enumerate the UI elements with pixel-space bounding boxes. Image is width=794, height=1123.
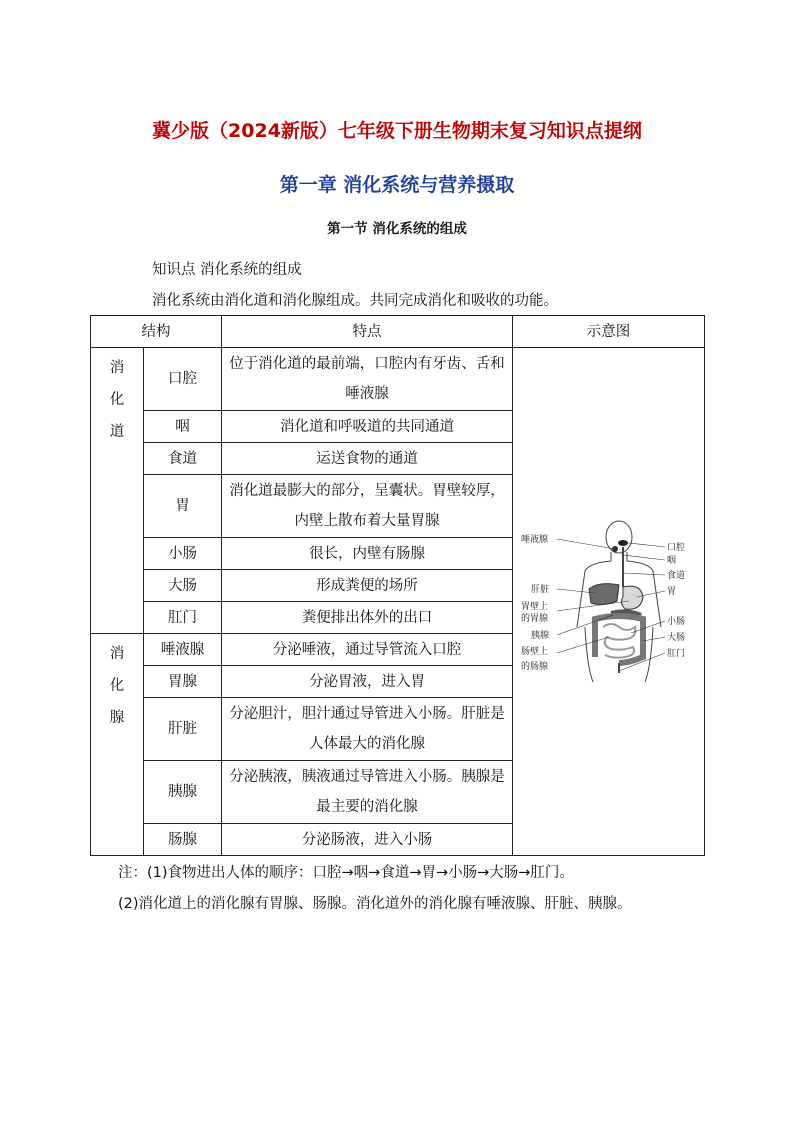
liver-shape	[589, 583, 619, 604]
label-gastric-wall: 胃壁上	[520, 601, 548, 612]
small-intestine-shape	[603, 624, 635, 658]
note-glands: (2)消化道上的消化腺有胃腺、肠腺。消化道外的消化腺有唾液腺、肝脏、胰腺。	[118, 896, 632, 912]
knowledge-point-heading: 知识点 消化系统的组成	[152, 262, 302, 278]
feature-cell: 很长，内壁有肠腺	[222, 538, 513, 570]
note-order: 注：(1)食物进出人体的顺序：口腔→咽→食道→胃→小肠→大肠→肛门。	[118, 865, 574, 881]
group-label-glands	[91, 634, 144, 856]
feature-cell: 分泌胰液，胰液通过导管进入小肠。胰腺是最主要的消化腺	[222, 761, 513, 824]
group-label-text: 消化道	[109, 360, 125, 440]
feature-cell: 分泌胆汁，胆汁通过导管进入小肠。肝脏是人体最大的消化腺	[222, 698, 513, 761]
organ-cell: 口腔	[144, 348, 222, 411]
chapter-heading: 第一章 消化系统与营养摄取	[279, 174, 515, 196]
organ-cell: 胃腺	[144, 666, 222, 698]
digestive-system-table	[90, 315, 705, 856]
label-liver: 肝脏	[530, 584, 549, 595]
organ-cell: 咽	[144, 411, 222, 443]
organ-cell: 食道	[144, 443, 222, 475]
header-diagram: 示意图	[513, 316, 705, 348]
feature-cell: 粪便排出体外的出口	[222, 602, 513, 634]
feature-cell: 分泌胃液，进入胃	[222, 666, 513, 698]
feature-cell: 分泌唾液，通过导管流入口腔	[222, 634, 513, 666]
organ-cell: 肠腺	[144, 824, 222, 856]
feature-cell: 形成粪便的场所	[222, 570, 513, 602]
feature-cell: 消化道和呼吸道的共同通道	[222, 411, 513, 443]
organ-cell: 肛门	[144, 602, 222, 634]
label-large-intestine: 大肠	[666, 632, 685, 643]
organ-cell: 小肠	[144, 538, 222, 570]
label-intestinal-wall: 肠壁上	[520, 646, 548, 657]
table-header-row	[91, 316, 705, 348]
label-intestinal-gland: 的肠腺	[520, 661, 548, 672]
organ-cell: 肝脏	[144, 698, 222, 761]
label-esophagus: 食道	[666, 570, 685, 581]
label-stomach: 胃	[666, 586, 676, 597]
feature-cell: 消化道最膨大的部分，呈囊状。胃壁较厚，内壁上散布着大量胃腺	[222, 475, 513, 538]
header-feature: 特点	[222, 316, 513, 348]
header-structure: 结构	[91, 316, 222, 348]
organ-cell: 唾液腺	[144, 634, 222, 666]
feature-cell: 分泌肠液，进入小肠	[222, 824, 513, 856]
organ-cell: 胰腺	[144, 761, 222, 824]
section-heading: 第一节 消化系统的组成	[327, 221, 467, 237]
label-pharynx: 咽	[666, 555, 676, 566]
document-title: 冀少版（2024新版）七年级下册生物期末复习知识点提纲	[152, 120, 642, 142]
label-mouth: 口腔	[666, 542, 685, 553]
label-small-intestine: 小肠	[666, 616, 685, 627]
digestive-system-diagram	[519, 517, 699, 687]
label-anus: 肛门	[666, 648, 685, 659]
label-pancreas: 胰腺	[530, 630, 549, 641]
feature-cell: 运送食物的通道	[222, 443, 513, 475]
group-label-tract	[91, 348, 144, 634]
organ-cell: 胃	[144, 475, 222, 538]
diagram-cell	[513, 348, 705, 856]
stomach-shape	[621, 586, 643, 609]
label-salivary-gland: 唾液腺	[520, 534, 548, 545]
table-row	[91, 348, 705, 411]
organ-cell: 大肠	[144, 570, 222, 602]
intro-paragraph: 消化系统由消化道和消化腺组成。共同完成消化和吸收的功能。	[152, 293, 558, 309]
group-label-text: 消化腺	[109, 646, 125, 726]
feature-cell: 位于消化道的最前端，口腔内有牙齿、舌和唾液腺	[222, 348, 513, 411]
label-gastric-gland: 的胃腺	[520, 613, 548, 624]
